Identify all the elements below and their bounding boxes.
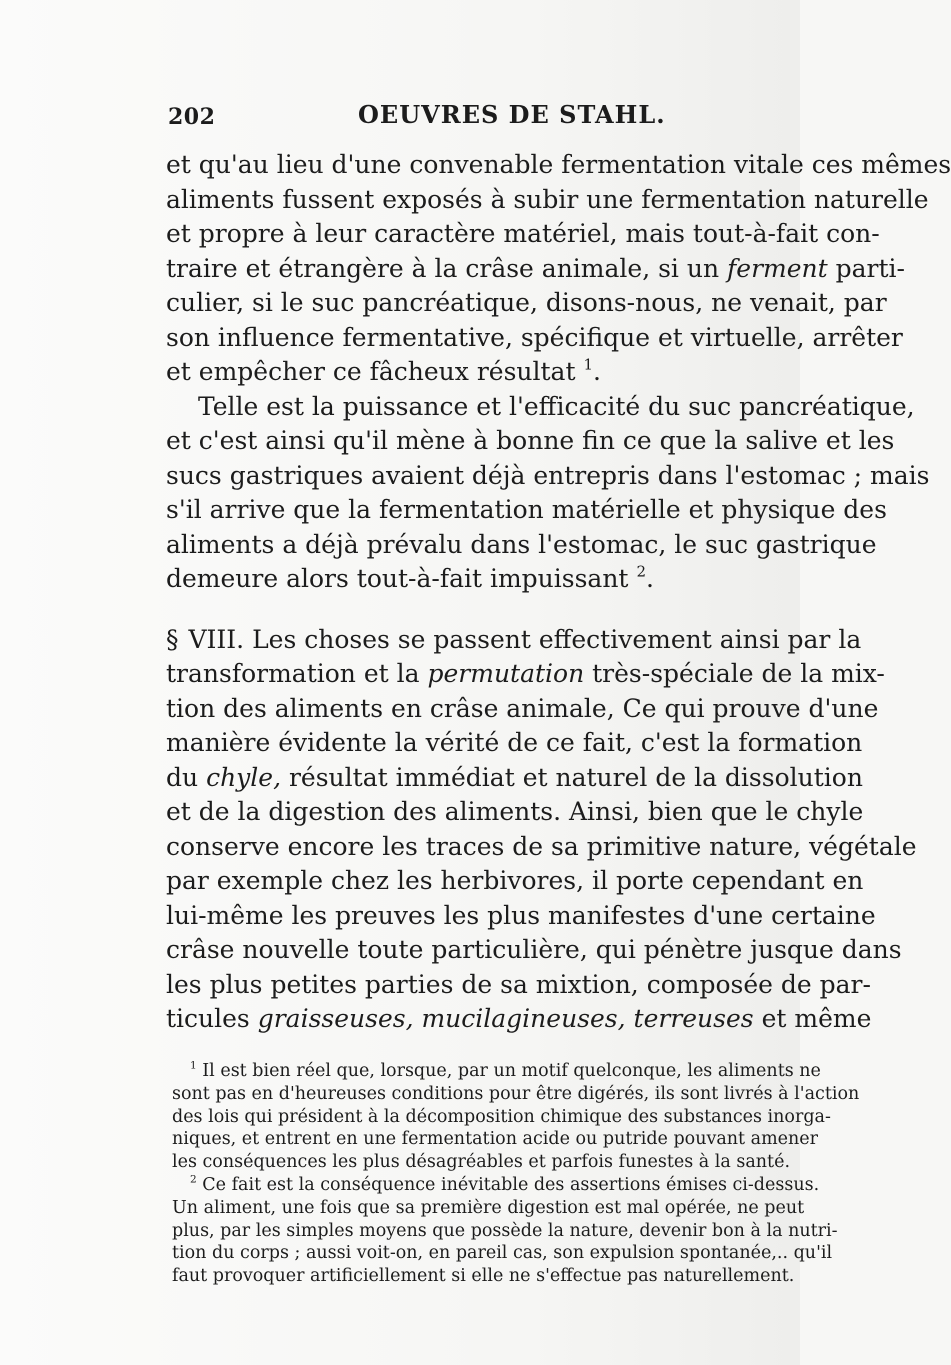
text-line: aliments fussent exposés à subir une fermentation naturelle — [166, 184, 929, 214]
text-line: son influence fermentative, spécifique et virtuelle, arrêter — [166, 322, 903, 352]
section-mark: § — [166, 624, 179, 654]
text-fragment: parti- — [835, 253, 905, 283]
footnote-line: faut provoquer artificiellement si elle ne s'effectue pas naturellement. — [172, 1266, 795, 1287]
section-gap — [166, 597, 764, 623]
footnote-ref: 2 — [636, 562, 646, 581]
footnotes — [172, 1059, 860, 1288]
text-line: lui-même les preuves les plus manifestes d'une certaine — [166, 900, 876, 930]
text-line: et de la digestion des aliments. Ainsi, bien que le chyle — [166, 797, 864, 826]
footnote-line — [172, 1059, 821, 1083]
text-fragment: Ce fait est la conséquence inévitable des assertions émises ci-dessus. — [202, 1174, 820, 1195]
text-fragment: transformation et la — [166, 659, 420, 688]
text-fragment: ticules — [166, 1004, 250, 1033]
text-fragment: traire et étrangère à la crâse animale, si un — [166, 253, 720, 283]
main-text — [166, 148, 951, 1037]
running-title: OEUVRES DE STAHL. — [358, 100, 666, 129]
text-line — [166, 562, 764, 597]
footnote-ref: 1 — [583, 355, 593, 374]
text-line — [166, 623, 862, 658]
text-fragment: très-spéciale de la mix- — [592, 659, 885, 688]
text-fragment: et même — [761, 1004, 872, 1033]
italic-term: ferment — [727, 253, 828, 283]
text-line: les plus petites parties de sa mixtion, composée de par- — [166, 969, 871, 999]
text-line: Telle est la puissance et l'efficacité du suc pancréatique, — [198, 391, 915, 421]
text-line — [166, 657, 885, 692]
text-line: tion des aliments en crâse animale, Ce qui prouve d'une — [166, 693, 879, 723]
text-line: culier, si le suc pancréatique, disons-nous, ne venait, par — [166, 288, 887, 317]
footnote-line: les conséquences les plus désagréables et parfois funestes à la santé. — [172, 1152, 791, 1173]
italic-term: chyle, — [206, 762, 282, 792]
text-line — [166, 252, 905, 287]
text-line: manière évidente la vérité de ce fait, c'est la formation — [166, 728, 863, 757]
text-fragment: demeure alors tout-à-fait impuissant — [166, 564, 629, 593]
text-line: et c'est ainsi qu'il mène à bonne fin ce que la salive et les — [166, 426, 895, 455]
text-line — [166, 761, 863, 796]
footnote-marker: 2 — [190, 1173, 197, 1186]
text-line: par exemple chez les herbivores, il porte cependant en — [166, 866, 864, 895]
footnote-line: plus, par les simples moyens que possède la nature, devenir bon à la nutri- — [172, 1220, 838, 1241]
italic-term: permutation — [427, 659, 585, 688]
text-line — [166, 1002, 872, 1037]
italic-term: graisseuses, mucilagineuses, terreuses — [257, 1004, 754, 1033]
footnote-marker: 1 — [190, 1059, 197, 1072]
text-fragment: du — [166, 762, 199, 792]
text-line: s'il arrive que la fermentation matérielle et physique des — [166, 495, 887, 524]
page-number: 202 — [168, 104, 216, 130]
footnote-line: tion du corps ; aussi voit-on, en pareil cas, son expulsion spontanée,.. qu'il — [172, 1243, 833, 1264]
text-line: et propre à leur caractère matériel, mais tout-à-fait con- — [166, 219, 880, 248]
text-fragment: résultat immédiat et naturel de la dissolution — [288, 762, 863, 792]
page-header — [168, 100, 768, 140]
text-fragment: . — [645, 564, 654, 593]
text-line: conserve encore les traces de sa primitive nature, végétale — [166, 831, 917, 861]
footnote-line — [172, 1173, 820, 1197]
text-fragment: . — [593, 357, 601, 386]
text-line: et qu'au lieu d'une convenable fermentation vitale ces mêmes — [166, 150, 951, 179]
text-line: sucs gastriques avaient déjà entrepris dans l'estomac ; mais — [166, 460, 930, 490]
footnote-line: sont pas en d'heureuses conditions pour être digérés, ils sont livrés à l'action — [172, 1083, 860, 1104]
text-fragment: et empêcher ce fâcheux résultat — [166, 357, 576, 386]
footnote-line: des lois qui président à la décomposition chimique des substances inorga- — [172, 1106, 831, 1127]
text-fragment: VIII. Les choses se passent effectivement ainsi par la — [188, 624, 862, 654]
text-line: aliments a déjà prévalu dans l'estomac, le suc gastrique — [166, 529, 877, 559]
footnote-line: niques, et entrent en une fermentation acide ou putride pouvant amener — [172, 1129, 819, 1150]
text-line — [166, 355, 764, 390]
text-line: crâse nouvelle toute particulière, qui pénètre jusque dans — [166, 935, 902, 964]
footnote-line: Un aliment, une fois que sa première digestion est mal opérée, ne peut — [172, 1197, 805, 1218]
text-fragment: Il est bien réel que, lorsque, par un motif quelconque, les aliments ne — [202, 1061, 821, 1081]
